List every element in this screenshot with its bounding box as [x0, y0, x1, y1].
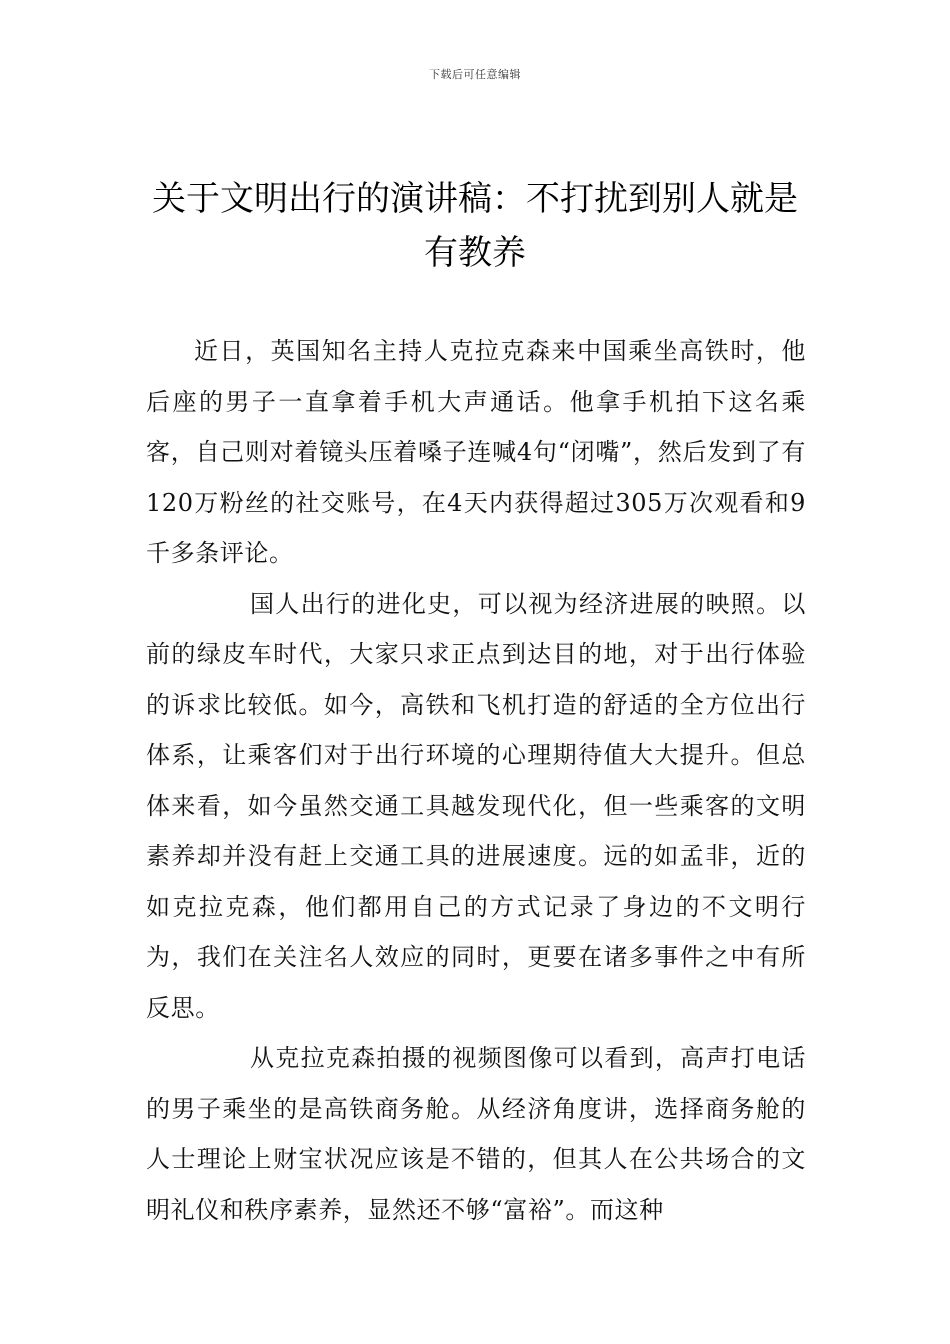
header-note: 下载后可任意编辑	[429, 68, 521, 81]
paragraph-1: 近日，英国知名主持人克拉克森来中国乘坐高铁时，他后座的男子一直拿着手机大声通话。他拿手机拍下这名乘客，自己则对着镜头压着嗓子连喊4句“闭嘴”，然后发到了有120万粉丝的社交账号，在4天内获得超过305万次观看和9千多条评论。	[146, 337, 806, 567]
paragraph-3: 从克拉克森拍摄的视频图像可以看到，高声打电话的男子乘坐的是高铁商务舱。从经济角度讲，选择商务舱的人士理论上财宝状况应该是不错的，但其人在公共场合的文明礼仪和秩序素养，显然还不够“富裕”。而这种	[146, 1044, 806, 1224]
document-title: 关于文明出行的演讲稿：不打扰到别人就是有教养	[152, 179, 798, 273]
document-body	[146, 326, 806, 1235]
paragraph-2: 国人出行的进化史，可以视为经济进展的映照。以前的绿皮车时代，大家只求正点到达目的地，对于出行体验的诉求比较低。如今，高铁和飞机打造的舒适的全方位出行体系，让乘客们对于出行环境的心理期待值大大提升。但总体来看，如今虽然交通工具越发现代化，但一些乘客的文明素养却并没有赶上交通工具的进展速度。远的如孟非，近的如克拉克森，他们都用自己的方式记录了身边的不文明行为，我们在关注名人效应的同时，更要在诸多事件之中有所反思。	[146, 589, 806, 1022]
